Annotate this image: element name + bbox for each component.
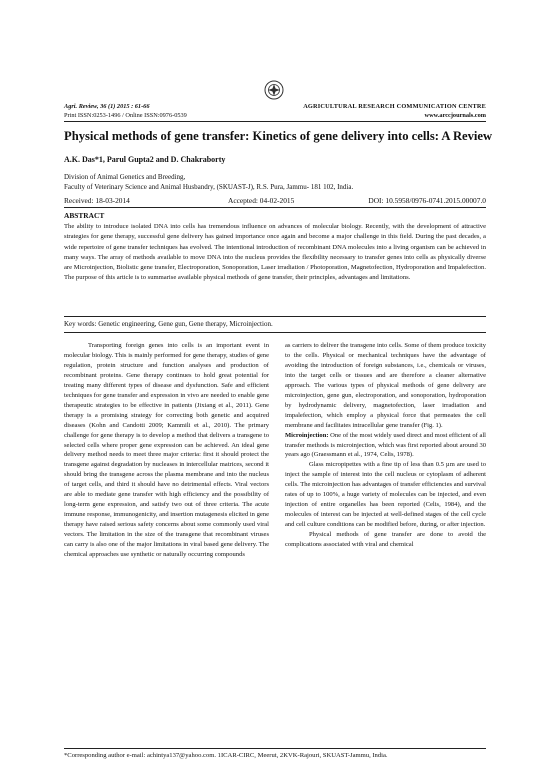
left-paragraph-1: Transporting foreign genes into cells is an important event in molecular biology. This is mainly performed for gene therapy, studies of gene regulation, protein structure and function analyses and production of recombinant proteins. Gene therapy continues to hold great potential for treating many different types of disease and dysfunction. Safe and efficient techniques for gene transfer and expression in vivo are needed to enable gene therapeutic strategies to be effective in patients (Jixiang et al., 2011). Gene therapy is a promising strategy for correcting both genetic and acquired diseases (Kohn and Candotti 2009; Kammili et al., 2010). The primary challenge for gene therapy is to develop a method that delivers a transgene to selected cells where proper gene expression can be achieved. An ideal gene delivery method needs to meet three major criteria: first it should protect the transgene against degradation by nucleases in intercellular matrices, second it should bring the transgene across the plasma membrane and into the nucleus of target cells, and third it should have no detrimental effects. Viral vectors are able to mediate gene transfer with high efficiency and the possibility of long-term gene expression, and satisfy two out of three criteria. The acute immune response, immunogenicity, and insertion mutagenesis elicited in gene therapy have raised serious safety concerns about some commonly used viral vectors. The limitation in the size of the transgene that recombinant viruses can carry is also one of the major limitations in viral based gene delivery. The chemical approaches use synthetic or naturally occurring compounds (64, 342, 269, 559)
abstract-heading: ABSTRACT (64, 211, 105, 220)
journal-citation: Agri. Review, 36 (1) 2015 : 61-66 (64, 103, 150, 110)
right-column (285, 341, 486, 550)
footnote-rule (64, 748, 486, 749)
right-paragraph-2: One of the most widely used direct and most efficient of all transfer methods is microinjection, which was first reported about around 30 years ago (Graessmann et al., 1974, Celis, 1978). (285, 431, 486, 459)
abstract-rule (64, 316, 486, 317)
publisher-website: www.arccjournals.com (424, 112, 486, 119)
publisher-name: AGRICULTURAL RESEARCH COMMUNICATION CENTRE (303, 103, 486, 110)
left-column (64, 341, 269, 560)
microinjection-heading: Microinjection: (285, 431, 329, 439)
right-paragraph-4: Physical methods of gene transfer are done to avoid the complications associated with viral and chemical (285, 531, 486, 549)
article-title: Physical methods of gene transfer: Kinetics of gene delivery into cells: A Review (64, 129, 493, 143)
corresponding-author-footnote: *Corresponding author e-mail: achintya137@yahoo.com. 1ICAR-CIRC, Meerut, 2KVK-Rajouri, SKUAST-Jammu, India. (64, 752, 388, 759)
keywords-rule (64, 332, 486, 333)
accepted-date: Accepted: 04-02-2015 (228, 196, 295, 205)
keywords: Key words: Genetic engineering, Gene gun, Gene therapy, Microinjection. (64, 320, 273, 328)
publisher-emblem-icon (263, 79, 285, 101)
journal-header-right (300, 102, 486, 120)
author-list: A.K. Das*1, Parul Gupta2 and D. Chakraborty (64, 155, 226, 164)
journal-header-left (64, 102, 187, 120)
right-paragraph-1: as carriers to deliver the transgene into cells. Some of them produce toxicity to the cells. Physical or mechanical techniques have the advantage of avoiding the introduction of foreign substances, i.e., chemicals or viruses, into the target cells or tissues and are therefore a cleaner alternative approach. The various types of physical methods of gene delivery are microinjection, gene gun, electroporation, and sonoporation, hydroporation by hydrodynamic delivery, magnetofection, laser irradiation and impalefection, which employ a physical force that permeates the cell membrane and facilitates intracellular gene transfer (Fig. 1). (285, 342, 486, 429)
header-rule (64, 121, 486, 122)
dates-rule (64, 207, 486, 208)
affiliation-line-2: Faculty of Veterinary Science and Animal Husbandry, (SKUAST-J), R.S. Pura, Jammu- 181 102, India. (64, 183, 354, 191)
abstract-body: The ability to introduce isolated DNA into cells has tremendous influence on advances of molecular biology. Recently, with the development of attractive strategies for gene therapy, successful gene delivery has gained importance once again and become a major challenge in this field. During the past decades, a wide repertoire of gene transfer techniques has evolved. The intentional introduction of recombinant DNA molecules into a living organism can be achieved in many ways. The array of methods available to move DNA into the nucleus provides the flexibility necessary to transfer genes into cells as physically diverse are Microinjection, Biolistic gene transfer, Electroporation, Sonoporation, Laser irradiation / Photoporation, Magnetofection, Hydroporation and Impalefection. The purpose of this article is to summarise available physical methods of gene transfer, their principles, advantages and limitations. (64, 223, 486, 282)
doi: DOI: 10.5958/0976-0741.2015.00007.0 (368, 196, 486, 205)
issn-line: Print ISSN:0253-1496 / Online ISSN:0976-0539 (64, 112, 187, 119)
article-dates (64, 196, 486, 206)
affiliation-line-1: Division of Animal Genetics and Breeding, (64, 173, 186, 181)
received-date: Received: 18-03-2014 (64, 196, 130, 205)
affiliation (64, 172, 353, 192)
right-paragraph-3: Glass micropipettes with a fine tip of less than 0.5 µm are used to inject the sample of interest into the cell nucleus or cytoplasm of adherent cells. The microinjection has advantages of transfer efficiencies and survival rates of up to 100%, a huge variety of molecules can be injected, and even injection of entire organelles has been reported (Celis, 1984), and the molecules of interest can be injected at well-defined stages of the cell cycle and cell culture conditions can be modified before, during, or after injection. (285, 461, 486, 529)
